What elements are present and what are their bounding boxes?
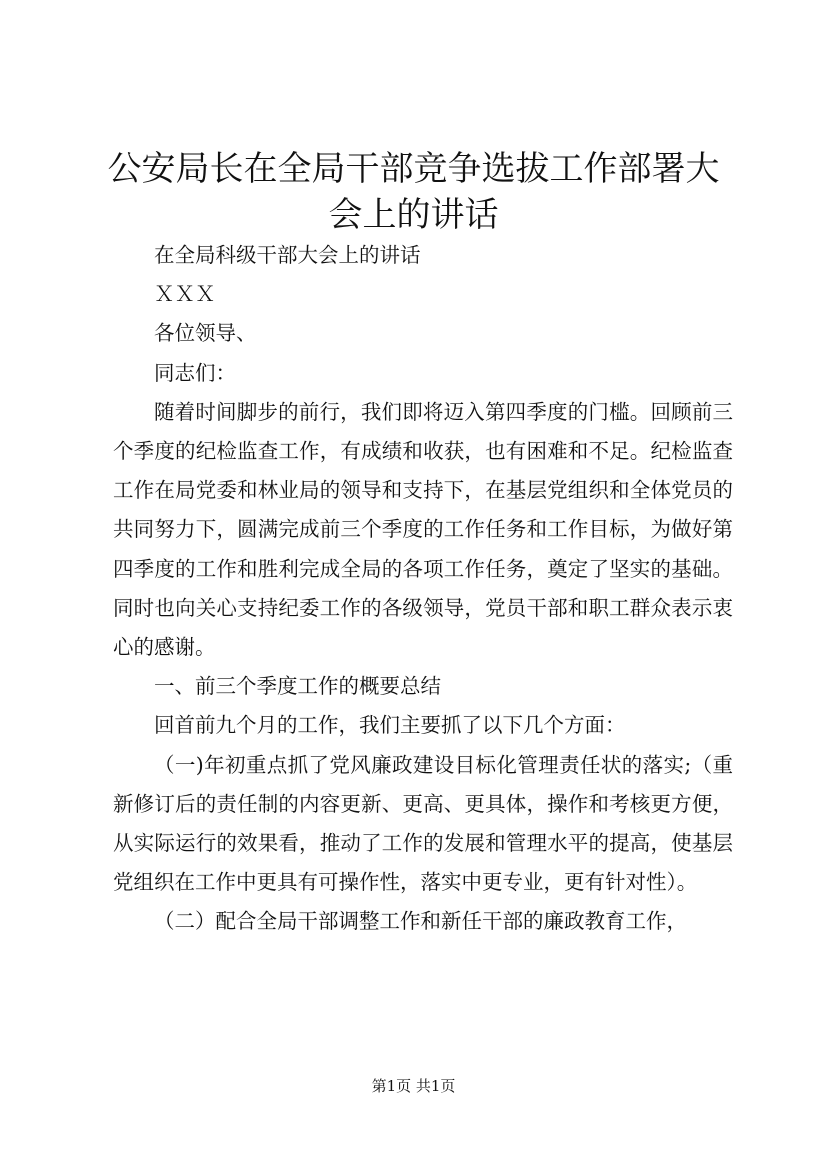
document-title: 公安局长在全局干部竞争选拔工作部署大会上的讲话 [107, 149, 720, 235]
speaker-name: ＸＸＸ [154, 282, 216, 307]
salutation-comrades: 同志们： [154, 360, 236, 385]
document-body [113, 236, 733, 942]
speech-occasion: 在全局科级干部大会上的讲话 [154, 243, 421, 267]
page-footer: 第1页 共1页 [371, 1077, 456, 1095]
body-paragraph: （一)年初重点抓了党风廉政建设目标化管理责任状的落实;（重新修订后的责任制的内容更新、更高、更具体，操作和考核更方便，从实际运行的效果看，推动了工作的发展和管理水平的提高，使基层党组织在工作中更具有可操作性，落实中更专业，更有针对性）。 [113, 752, 733, 895]
body-paragraph: 回首前九个月的工作，我们主要抓了以下几个方面： [154, 713, 626, 738]
body-paragraph: （二）配合全局干部调整工作和新任干部的廉政教育工作， [154, 909, 687, 934]
salutation-leaders: 各位领导、 [154, 321, 257, 346]
section-heading: 一、前三个季度工作的概要总结 [154, 674, 441, 699]
body-paragraph: 随着时间脚步的前行，我们即将迈入第四季度的门槛。回顾前三个季度的纪检监查工作，有成绩和收获，也有困难和不足。纪检监查工作在局党委和林业局的领导和支持下，在基层党组织和全体党员的共同努力下，圆满完成前三个季度的工作任务和工作目标，为做好第四季度的工作和胜利完成全局的各项工作任务，奠定了坚实的基础。同时也向关心支持纪委工作的各级领导，党员干部和职工群众表示衷心的感谢。 [113, 399, 733, 660]
